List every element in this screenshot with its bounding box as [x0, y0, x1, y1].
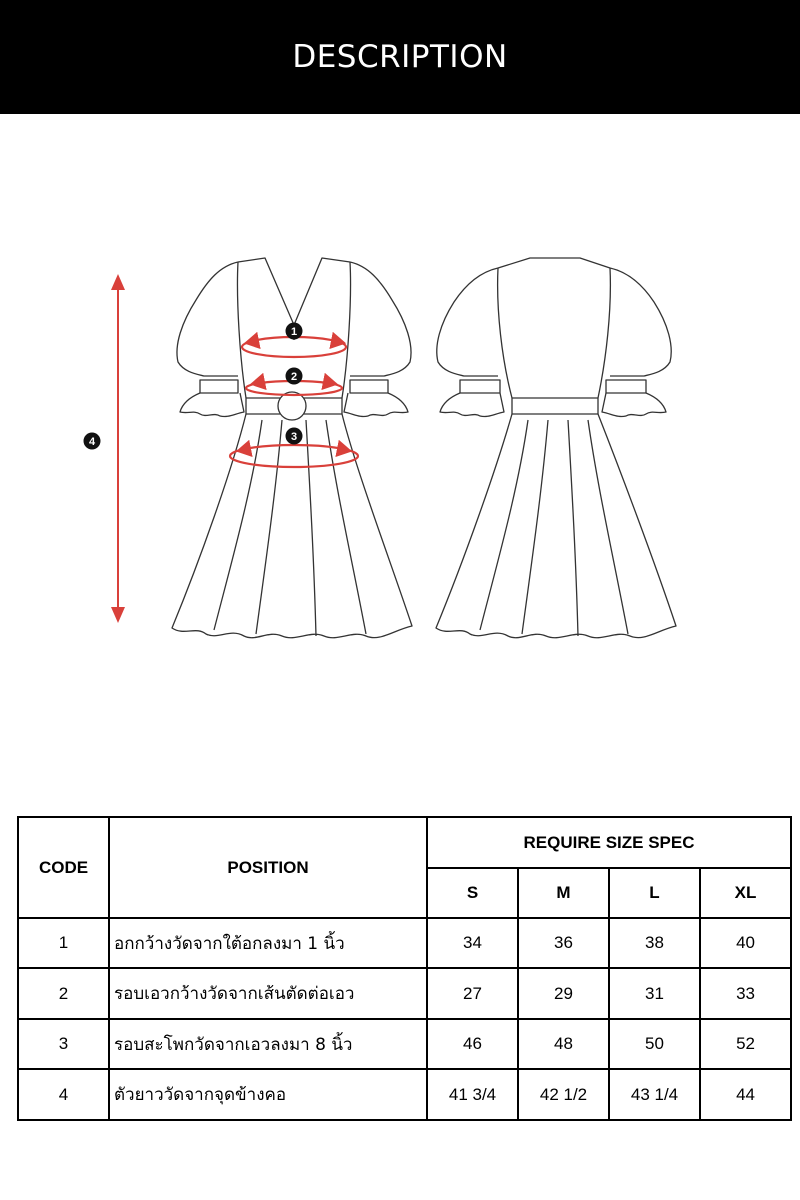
row-code: 3: [18, 1019, 109, 1069]
value-s: 41 3/4: [427, 1069, 518, 1120]
table-row: [18, 968, 791, 1019]
row-position: อกกว้างวัดจากใต้อกลงมา 1 นิ้ว: [109, 918, 427, 968]
length-arrow: [111, 274, 125, 623]
header-size-m: M: [518, 868, 609, 918]
size-spec-table: [17, 816, 792, 1121]
value-l: 50: [609, 1019, 700, 1069]
row-position: ตัวยาววัดจากจุดข้างคอ: [109, 1069, 427, 1120]
svg-text:2: 2: [290, 371, 298, 383]
header-code: CODE: [18, 817, 109, 918]
value-m: 36: [518, 918, 609, 968]
row-position: รอบสะโพกวัดจากเอวลงมา 8 นิ้ว: [109, 1019, 427, 1069]
dress-sketch-illustration: [0, 240, 800, 660]
marker-3-badge: [286, 428, 303, 445]
value-xl: 52: [700, 1019, 791, 1069]
row-position: รอบเอวกว้างวัดจากเส้นตัดต่อเอว: [109, 968, 427, 1019]
table-row: [18, 1019, 791, 1069]
marker-2-badge: [286, 368, 303, 385]
row-code: 1: [18, 918, 109, 968]
dress-back: [436, 258, 676, 638]
svg-text:4: 4: [88, 436, 96, 448]
svg-text:3: 3: [290, 431, 298, 443]
value-s: 34: [427, 918, 518, 968]
value-xl: 40: [700, 918, 791, 968]
table-row: [18, 1069, 791, 1120]
dress-front: [172, 258, 412, 638]
row-code: 4: [18, 1069, 109, 1120]
table-row: [18, 918, 791, 968]
header-require-size-spec: REQUIRE SIZE SPEC: [427, 817, 791, 868]
page-title: DESCRIPTION: [292, 39, 508, 75]
header-bar: [0, 0, 800, 114]
row-code: 2: [18, 968, 109, 1019]
header-size-xl: XL: [700, 868, 791, 918]
value-xl: 33: [700, 968, 791, 1019]
value-s: 27: [427, 968, 518, 1019]
header-size-s: S: [427, 868, 518, 918]
value-m: 29: [518, 968, 609, 1019]
value-m: 42 1/2: [518, 1069, 609, 1120]
marker-4-badge: [84, 433, 101, 450]
svg-text:1: 1: [290, 326, 298, 338]
value-l: 31: [609, 968, 700, 1019]
value-s: 46: [427, 1019, 518, 1069]
value-l: 38: [609, 918, 700, 968]
value-m: 48: [518, 1019, 609, 1069]
marker-1-badge: [286, 323, 303, 340]
value-xl: 44: [700, 1069, 791, 1120]
header-size-l: L: [609, 868, 700, 918]
header-position: POSITION: [109, 817, 427, 918]
value-l: 43 1/4: [609, 1069, 700, 1120]
hip-measure: [230, 445, 358, 467]
